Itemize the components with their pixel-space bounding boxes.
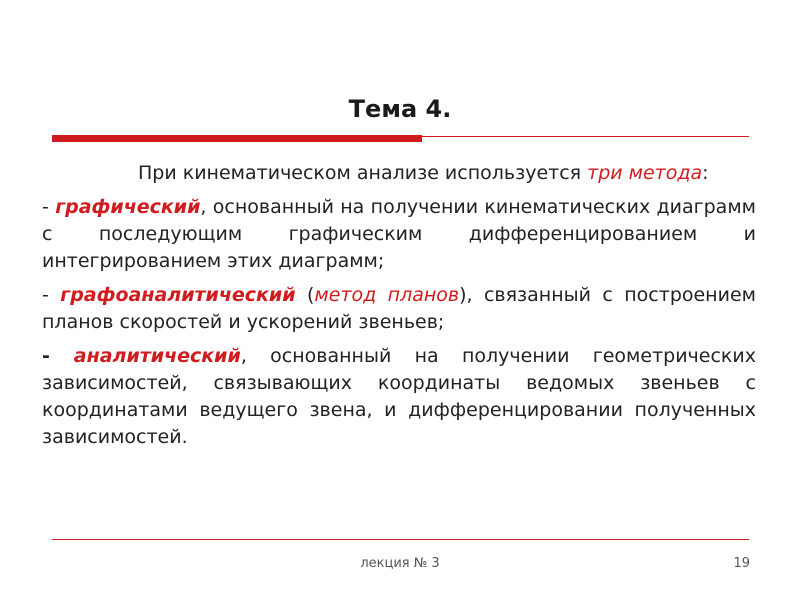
method-item-graphical (42, 194, 756, 275)
method-term: графический (55, 196, 201, 218)
intro-emphasis: три метода (587, 162, 703, 184)
method-description: , связанный с построением планов скоростей и ускорений звеньев; (42, 284, 756, 333)
intro-colon: : (702, 162, 709, 184)
item-dash: - (42, 345, 74, 367)
method-term: аналитический (73, 345, 241, 367)
footer-lecture-label: лекция № 3 (360, 556, 440, 571)
slide-title: Тема 4. (348, 95, 452, 123)
intro-text: При кинематическом анализе используется (138, 162, 588, 184)
paren-open: ( (295, 284, 315, 306)
method-description: , основанный на получении кинематических диаграмм с последующим графическим дифференцированием и интегрированием этих диаграмм; (42, 196, 756, 272)
footer-rule (52, 539, 749, 540)
method-term: графоаналитический (60, 284, 296, 306)
item-dash: - (42, 196, 56, 218)
intro-paragraph (42, 160, 756, 187)
method-alias: метод планов (314, 284, 460, 306)
page-number: 19 (733, 556, 750, 571)
method-description: , основанный на получении геометрических зависимостей, связывающих координаты ведомых звеньев с координатами ведущего звена, и дифференцировании полученных зависимостей. (42, 345, 756, 448)
method-item-graphoanalytical (42, 282, 756, 336)
slide-body (42, 160, 756, 458)
paren-close: ) (459, 284, 467, 306)
title-underline-thin (52, 136, 749, 137)
item-dash: - (42, 284, 61, 306)
method-item-analytical (42, 343, 756, 451)
